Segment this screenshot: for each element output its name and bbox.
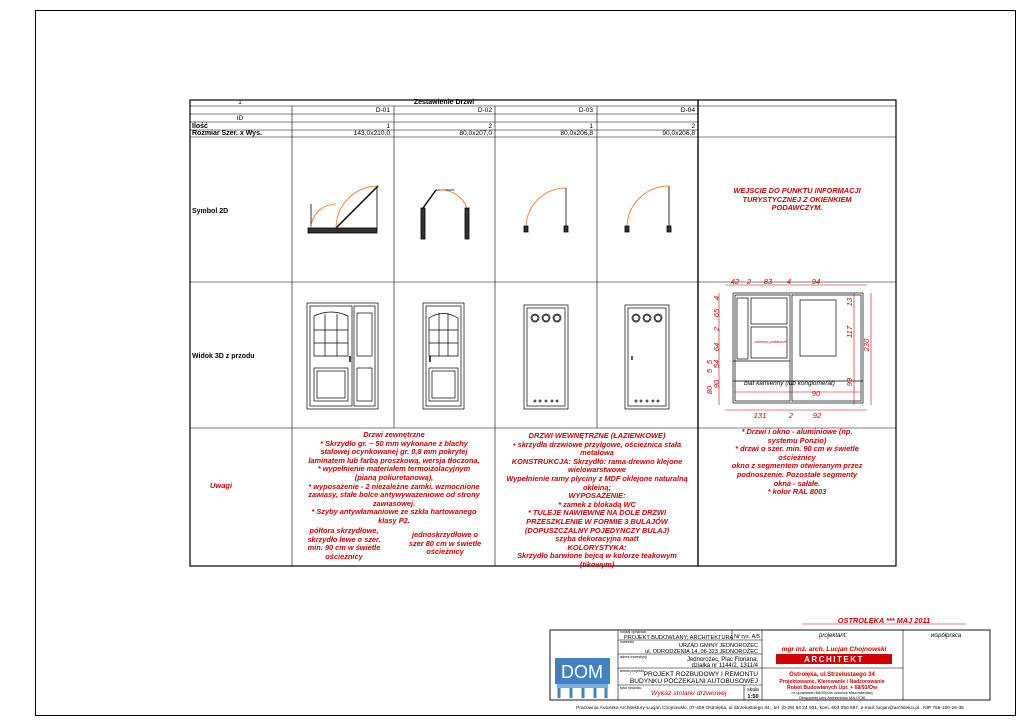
door-id: D-03 <box>578 107 593 114</box>
studio-name: ARCHITEKT <box>804 655 864 664</box>
interior-door-notes <box>497 432 697 570</box>
door-size: 90,0x206,8 <box>662 130 695 137</box>
note-line: * wyposażenie - 2 niezależne zamki, wzmocnione <box>308 481 480 491</box>
note-line: szer 80 cm w świetle <box>408 538 482 548</box>
sheet-title: Wykaz stolarki drzwiowej <box>651 690 727 697</box>
door-symbol-d04 <box>625 186 671 232</box>
note-line: wielowarstwowe <box>568 465 626 475</box>
title-block <box>550 624 990 700</box>
designer-name: mgr inż. arch. Lucjan Chojnowski <box>781 646 887 653</box>
sheet-label: tytuł rysunku <box>620 686 642 690</box>
note-line: min. 90 cm w świetle <box>307 543 381 553</box>
note-line: szyba dekoracyjna matt <box>555 534 639 544</box>
note-line: DRZWI WEWNĘTRZNE (ŁAZIENKOWE) <box>528 431 666 440</box>
investor-address: ul. ODRODZENIA 14, 06-323 JEDNOROŻEC <box>645 649 758 655</box>
subject-line2: BUDYNKU POCZEKALNI AUTOBUSOWEJ <box>629 678 758 685</box>
note-line: stalowej ocynkowanej gr. 0,8 mm pokrytej <box>320 447 468 457</box>
note-line: systemu Ponzio) <box>767 435 827 445</box>
note-line: KONSTRUKCJA: Skrzydło: rama-drewno klejone <box>511 456 683 466</box>
note-line: ościeżnicy <box>778 452 816 462</box>
permit-line1: nr uprawnień 68/93/Ow członek Mazowieckiej <box>791 690 873 695</box>
symbol-row-label: Symbol 2D <box>192 208 229 215</box>
note-line: * zamek z blokadą WC <box>558 499 636 509</box>
note-line: * wypełnienie materiałem termoizolacyjnym <box>317 464 471 474</box>
door-size: 80,0x207,0 <box>459 130 492 137</box>
elevation-dim-inner: 90 <box>811 389 821 398</box>
elevation-dim-left: 4 <box>712 295 721 301</box>
note-line: * kolor RAL 8003 <box>767 487 827 497</box>
elevation-dim-bottom: 131 <box>753 411 767 420</box>
branch-label: rodzaj opracow. <box>620 630 647 634</box>
note-line: PODAWCZYM. <box>771 203 823 213</box>
elevation-dim-top: 94 <box>811 277 821 286</box>
id-label: ID <box>236 115 244 122</box>
door-id: D-01 <box>375 107 390 114</box>
note-line: laminatem lub farbą proszkową, wersja tłoczona, <box>308 455 480 465</box>
investor-name: URZĄD GMINY JEDNOROŻEC <box>678 643 758 649</box>
note-line: (pianą poliuretanową), <box>354 472 434 482</box>
investor-label: inwestor <box>620 640 635 644</box>
note-line: Skrzydło barwione bejcą w kolorze teakowym <box>517 551 677 561</box>
note-line: Drzwi zewnętrzne <box>363 430 425 439</box>
note-line: okleiną; <box>583 482 611 492</box>
d02-note <box>396 531 494 557</box>
entrance-note <box>700 187 894 213</box>
studio-footer: Pracownia Autorska Architektury-Lucjan Chojnowski, 07-409 Ostrołęka, ul.Strzelustaego 34., tel. (0-29) 64 24 001, kom. 603 050 597, e-mail: lucjan@architekci.pl., NIP 758-100-26-35 <box>576 706 964 711</box>
door-symbol-d02 <box>421 190 469 239</box>
note-line: * Skrzydło gr. ~ 50 mm wykonane z blachy <box>320 438 468 448</box>
counter-label: blat kamienny (lub konglomerat) <box>744 380 835 387</box>
cooperation-role: współpraca <box>930 633 962 639</box>
note-line: skrzydło lewe o szer. <box>307 534 381 544</box>
door-qty: 2 <box>488 123 492 130</box>
elevation-dim-left: 5 <box>705 368 714 374</box>
note-line: (DOPUSZCZALNY POJEDYNCZY BULAJ) <box>524 525 670 535</box>
elevation-dim-right: 13 <box>845 297 854 307</box>
note-line: TURYSTYCZNEJ Z OKIENKIEM <box>742 194 852 204</box>
note-line: jednoskrzydłowe o <box>411 530 479 539</box>
elevation-dim-left: 80 <box>705 385 714 395</box>
note-line: klasy P2. <box>378 515 410 525</box>
note-line: * drzwi o szer. min. 90 cm w świetle <box>735 444 859 454</box>
note-line: WYPOSAŻENIE: <box>568 491 626 501</box>
elevation-dim-right: 117 <box>845 325 854 339</box>
door-symbol-d01 <box>308 186 378 233</box>
elevation-dim-top: 42 <box>730 277 740 286</box>
address-label: adres inwestycji <box>620 655 647 659</box>
logo-text: DOM <box>561 662 603 682</box>
note-line: ościeżnicy <box>426 547 464 557</box>
door-id: D-04 <box>680 107 695 114</box>
elevation-dim-top: 83 <box>763 277 773 286</box>
door-id: D-02 <box>477 107 492 114</box>
note-line: * TULEJE NAWIEWNE NA DOLE DRZWI <box>527 508 667 518</box>
door-view-d04 <box>625 305 669 409</box>
elevation-dim-bottom: 92 <box>812 411 822 420</box>
elevation-dim-top: 2 <box>746 277 752 286</box>
scale-label: skala <box>747 687 759 693</box>
size-row-label: Rozmiar Szer. x Wys. <box>192 130 262 137</box>
elevation-dim-top: 4 <box>786 277 792 286</box>
elevation-dim-right: 99 <box>845 377 854 387</box>
note-line: (tikowym) <box>579 559 615 569</box>
permit-line2: Okręgowej Izby Architektów MA-0736 <box>798 695 866 700</box>
note-line: podnoszenie. Pozostałe segmenty <box>736 469 858 479</box>
elevation-dim-left: 54 <box>712 359 721 369</box>
notes-row-label: Uwagi <box>209 481 233 490</box>
note-line: • skrzydła drzwiowe przylgowe, ościeżnica stała <box>512 439 682 449</box>
view-row-label: Widok 3D z przodu <box>192 353 255 360</box>
branch: PROJEKT BUDOWLANY; ARCHITEKTURA <box>624 635 734 641</box>
drawing-number: Nr rys. A/5 <box>733 634 761 640</box>
elevation-dim-bottom: 2 <box>788 411 794 420</box>
note-line: WEJSCIE DO PUNKTU INFORMACJI <box>733 186 861 195</box>
elevation-dim-left: 2 <box>712 326 721 332</box>
window-label: okienko podawcze <box>754 339 788 344</box>
exterior-door-notes <box>294 431 494 526</box>
elevation-dim-right: 230 <box>862 338 871 352</box>
qty-row-label: Ilość <box>192 123 208 130</box>
subject-line1: PROJEKT ROZBUDOWY I REMONTU <box>643 671 758 678</box>
note-line: Wypełnienie ramy plyciny z MDF oklejone naturalną <box>506 473 688 483</box>
table-title: Zestawienie Drzwi <box>413 99 475 106</box>
subject-label: temat projektu <box>620 669 645 673</box>
note-line: PRZESZKLENIE W FORMIE 3 BULAJÓW <box>526 516 668 526</box>
note-line: metalowa <box>580 448 614 458</box>
studio-line2: Projektowanie, Kierowanie i Nadzorowanie <box>779 679 885 685</box>
note-line: ościeżnicy <box>325 551 363 561</box>
door-size: 143,0x210,0 <box>353 130 390 137</box>
door-qty: 1 <box>589 123 593 130</box>
aluminium-note <box>700 428 894 497</box>
note-line: * Szyby antywłamaniowe ze szkła hartowanego <box>311 507 477 517</box>
elevation-dim-left: 64 <box>712 342 721 352</box>
column-number: 1 <box>238 99 242 106</box>
door-qty: 1 <box>386 123 390 130</box>
note-line: zawiasy, stałe bolce antywyważeniowe od strony <box>308 490 480 500</box>
designer-role: projektant: <box>818 633 848 639</box>
door-view-d02 <box>423 303 464 409</box>
studio-line3: Robót Budowlanych Upr. + 68/93/Ow <box>786 685 878 691</box>
door-size: 80,0x206,8 <box>560 130 593 137</box>
elevation-dim-left: 5 <box>705 359 714 365</box>
elevation-dim-left: 90 <box>712 379 721 389</box>
note-line: zawiasowej. <box>372 498 416 508</box>
note-line: półtora skrzydłowe, <box>309 526 379 535</box>
elevation-dim-left: 65 <box>712 308 721 318</box>
door-qty: 2 <box>691 123 695 130</box>
d01-note <box>294 527 394 561</box>
door-symbol-d03 <box>524 188 568 232</box>
project-date: OSTROŁĘKA *** MAJ 2011 <box>837 616 931 625</box>
studio-address: Ostrołęka, ul.Strzelustaego 34 <box>789 672 875 678</box>
site-address: Jednorożec, Plac Floriana, <box>686 657 758 663</box>
site-plot: działka nr 1144/2, 1311/4 <box>691 663 758 669</box>
door-view-d01 <box>307 303 378 409</box>
door-view-d03 <box>524 305 568 409</box>
note-line: * Drzwi i okno - aluminiowe (np. <box>741 427 853 436</box>
note-line: okna - sałałe. <box>773 478 821 488</box>
note-line: okno z segmentem otwieranym przez <box>731 461 863 471</box>
scale: 1:50 <box>747 694 759 700</box>
note-line: KOLORYSTYKA: <box>567 542 627 552</box>
